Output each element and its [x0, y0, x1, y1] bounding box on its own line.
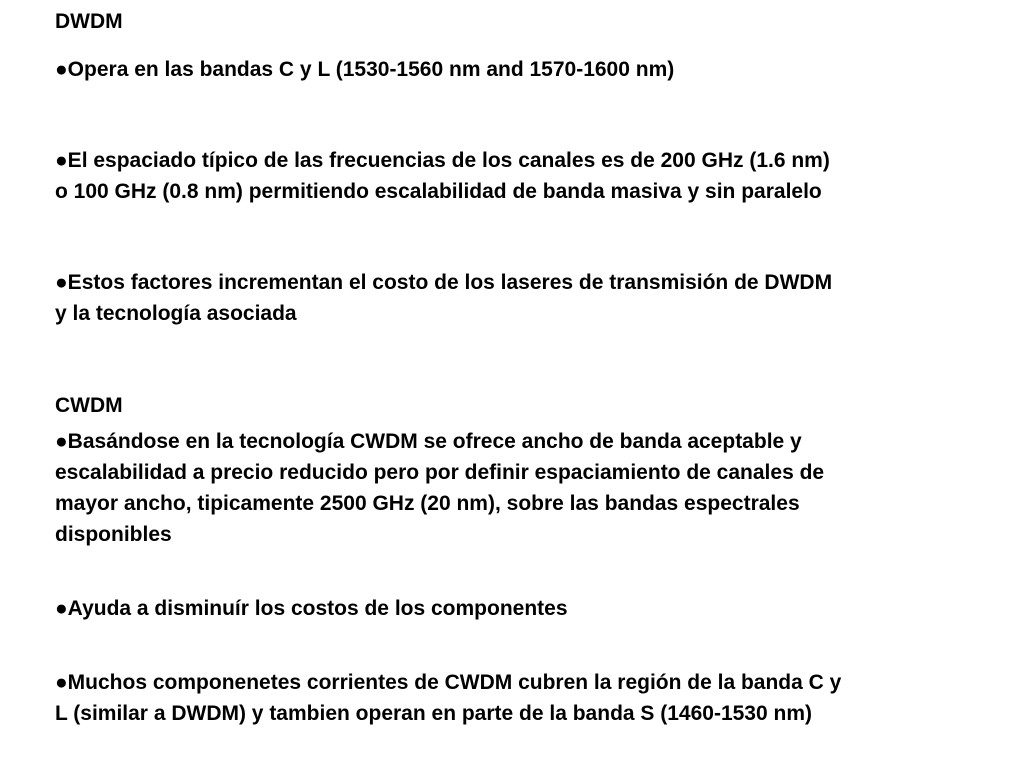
dwdm-bullet-3-line-1: ●Estos factores incrementan el costo de los laseres de transmisión de DWDM	[55, 271, 833, 294]
cwdm-bullet-1-line-1: ●Basándose en la tecnología CWDM se ofrece ancho de banda aceptable y	[55, 430, 802, 453]
dwdm-heading: DWDM	[55, 10, 123, 33]
dwdm-bullet-1-line-1: ●Opera en las bandas C y L (1530-1560 nm and 1570-1600 nm)	[55, 58, 675, 81]
cwdm-bullet-3-line-2: L (similar a DWDM) y tambien operan en parte de la banda S (1460-1530 nm)	[55, 702, 812, 725]
cwdm-bullet-1-line-3: mayor ancho, tipicamente 2500 GHz (20 nm), sobre las bandas espectrales	[55, 492, 800, 515]
dwdm-bullet-2-line-1: ●El espaciado típico de las frecuencias de los canales es de 200 GHz (1.6 nm)	[55, 149, 830, 172]
dwdm-bullet-2-line-2: o 100 GHz (0.8 nm) permitiendo escalabilidad de banda masiva y sin paralelo	[55, 180, 822, 203]
dwdm-bullet-3-line-2: y la tecnología asociada	[55, 302, 297, 325]
cwdm-bullet-3-line-1: ●Muchos componenetes corrientes de CWDM cubren la región de la banda C y	[55, 671, 842, 694]
cwdm-heading: CWDM	[55, 394, 123, 417]
cwdm-bullet-1-line-4: disponibles	[55, 523, 172, 546]
cwdm-bullet-1-line-2: escalabilidad a precio reducido pero por definir espaciamiento de canales de	[55, 461, 825, 484]
cwdm-bullet-2-line-1: ●Ayuda a disminuír los costos de los componentes	[55, 597, 568, 620]
